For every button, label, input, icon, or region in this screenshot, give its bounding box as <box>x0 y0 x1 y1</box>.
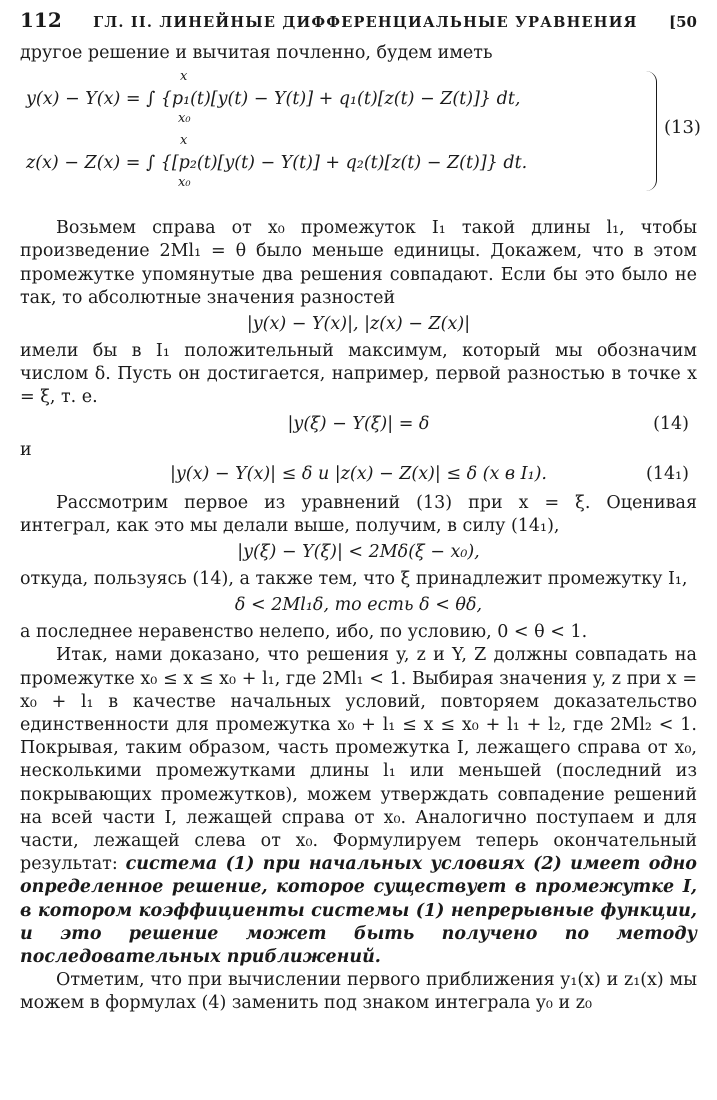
equation-system-13 <box>20 69 701 211</box>
display-expression-1: |y(x) − Y(x)|, |z(x) − Z(x)| <box>246 314 471 335</box>
equation-13-line-2: z(x) − Z(x) = ∫ {[p₂(t)[y(t) − Y(t)] + q₂(t)[z(t) − Z(t)]} dt. <box>26 153 528 174</box>
equation-13-line-1: y(x) − Y(x) = ∫ {p₁(t)[y(t) − Y(t)] + q₁(t)[z(t) − Z(t)]} dt, <box>26 89 521 110</box>
equation-number-13: (13) <box>664 117 701 139</box>
running-header <box>20 8 697 42</box>
integral-upper-limit-2: x <box>180 133 188 149</box>
display-estimate <box>20 538 697 568</box>
paragraph-4: откуда, пользуясь (14), а также тем, что ξ принадлежит промежутку I₁, <box>20 569 688 590</box>
integral-upper-limit-1: x <box>180 69 188 85</box>
integral-lower-limit-1: x₀ <box>178 111 191 127</box>
equation-14-expr: |y(ξ) − Y(ξ)| = δ <box>287 413 430 434</box>
equation-number-14: (14) <box>653 413 689 434</box>
page-number: 112 <box>20 8 62 32</box>
paragraph-intro: другое решение и вычитая почленно, будем иметь <box>20 43 493 63</box>
display-expression-2: |y(ξ) − Y(ξ)| < 2Mδ(ξ − x₀), <box>237 542 480 563</box>
paragraph-5: а последнее неравенство нелепо, ибо, по условию, 0 < θ < 1. <box>20 622 588 643</box>
paragraph-7: Отметим, что при вычислении первого приближения y₁(x) и z₁(x) мы можем в формулах (4) заменить под знаком интеграла y₀ и z₀ <box>20 970 697 1014</box>
display-inequality <box>20 591 697 621</box>
equation-14 <box>20 410 697 440</box>
display-differences <box>20 310 697 340</box>
running-title: ГЛ. II. ЛИНЕЙНЫЕ ДИФФЕРЕНЦИАЛЬНЫЕ УРАВНЕНИЯ <box>93 14 638 31</box>
paragraph-3: Рассмотрим первое из уравнений (13) при x = ξ. Оценивая интеграл, как это мы делали выше, получим, в силу (14₁), <box>20 492 697 536</box>
right-brace <box>646 71 657 191</box>
conjunction-line <box>20 440 697 462</box>
paragraph-6-text: Итак, нами доказано, что решения y, z и Y, Z должны совпадать на промежутке x₀ ≤ x ≤ x₀ + l₁, где 2Ml₁ < 1. Выбирая значения y, z при x = x₀ + l₁ в качестве начальных условий, повторяем доказательство единственности для промежутка x₀ + l₁ ≤ x ≤ x₀ + l₁ + l₂, где 2Ml₂ < 1. Покрывая, таким образом, часть промежутка I, лежащего справа от x₀, несколькими промежутками длины l₁ или меньшей (последний из покрывающих промежутков), можем утверждать совпадение решений на всей части I, лежащей справа от x₀. Аналогично поступаем и для части, лежащей слева от x₀. Формулируем теперь окончательный результат: <box>20 645 697 875</box>
equation-number-14-1: (14₁) <box>646 463 689 484</box>
paragraph-6 <box>20 644 697 969</box>
equation-14-1-expr: |y(x) − Y(x)| ≤ δ и |z(x) − Z(x)| ≤ δ (x в I₁). <box>169 463 547 484</box>
section-number: [50 <box>669 13 697 31</box>
conjunction-and: и <box>20 439 32 460</box>
display-expression-3: δ < 2Ml₁δ, то есть δ < θδ, <box>234 595 483 616</box>
paragraph-2: имели бы в I₁ положительный максимум, который мы обозначим числом δ. Пусть он достигается, например, первой разностью в точке x = ξ, т. е. <box>20 341 697 408</box>
equation-14-1 <box>20 462 697 492</box>
paragraph-1: Возьмем справа от x₀ промежуток I₁ такой длины l₁, чтобы произведение 2Ml₁ = θ было меньше единицы. Докажем, что в этом промежутке упомянутые два решения совпадают. Если бы это было не так, то абсолютные значения разностей <box>20 218 697 308</box>
integral-lower-limit-2: x₀ <box>178 175 191 191</box>
theorem-statement: система (1) при начальных условиях (2) имеет одно определенное решение, которое существует в промежутке I, в котором коэффициенты системы (1) непрерывные функции, и это решение может быть получено по методу последовательных приближений. <box>20 854 697 968</box>
